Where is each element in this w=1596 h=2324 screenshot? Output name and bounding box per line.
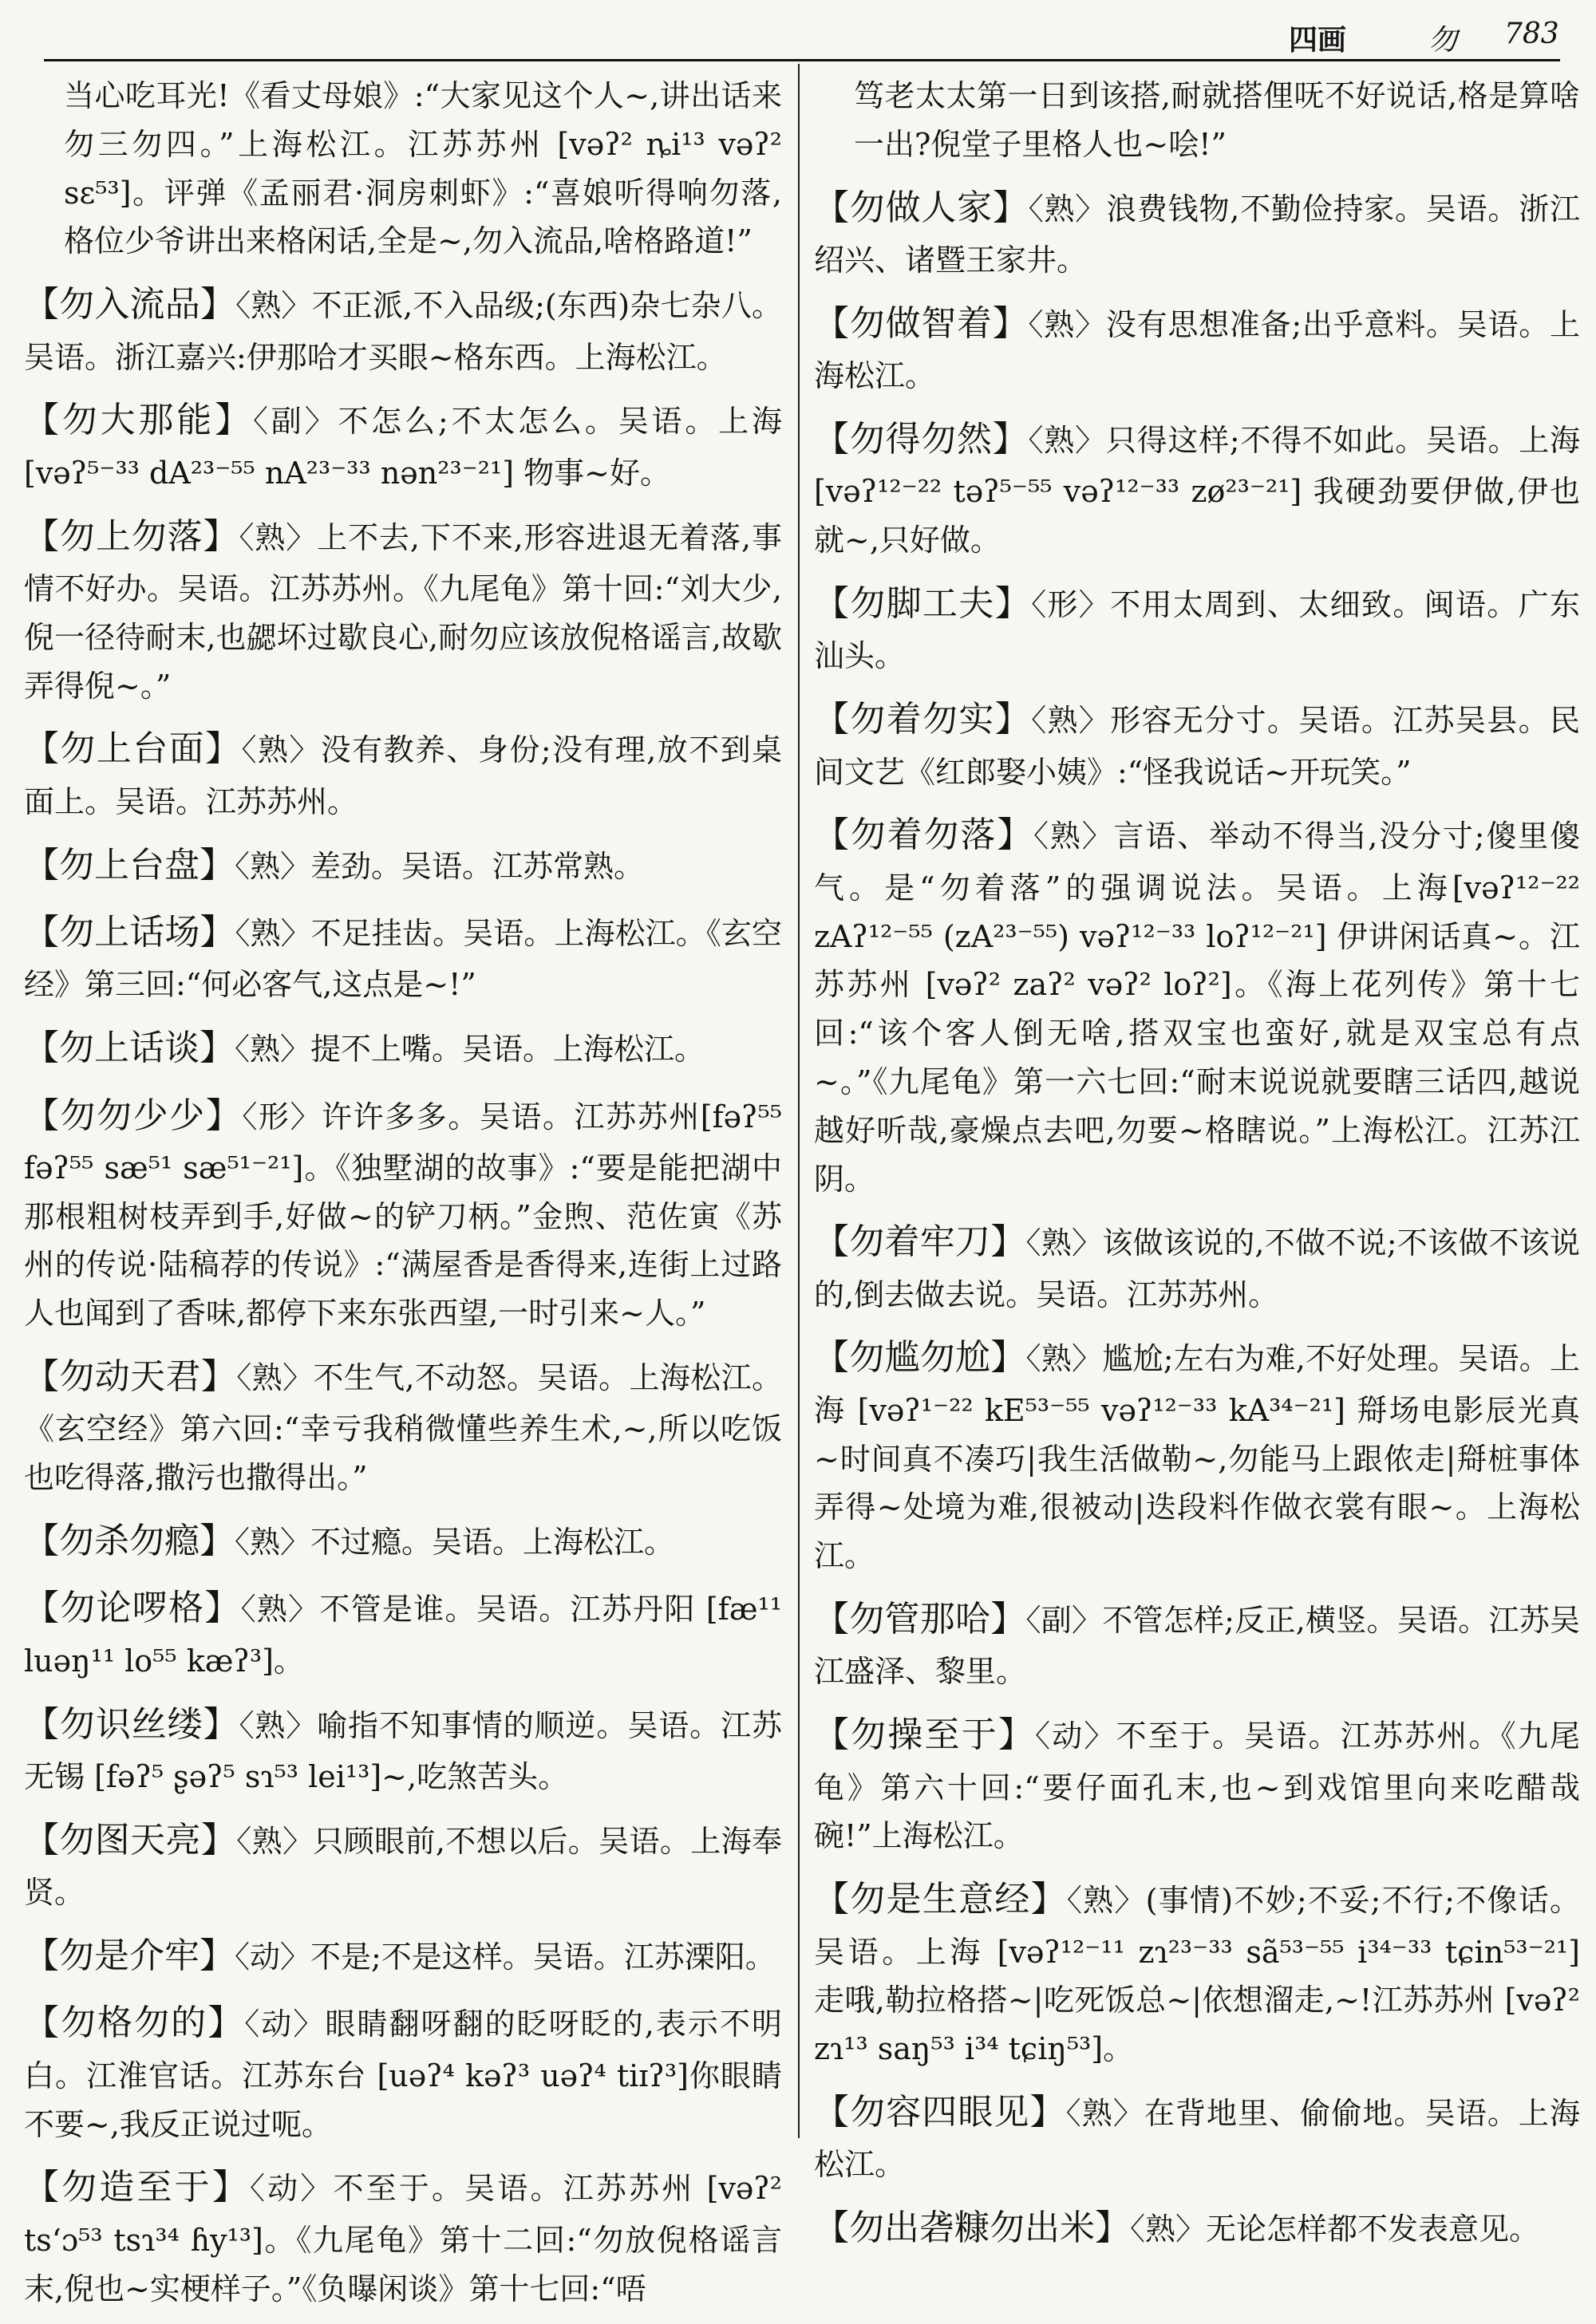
entry-headword: 【勿操至于】 [814,1714,1036,1756]
section-label: 四画 [1289,23,1347,57]
entry [24,838,782,894]
entry-headword: 【勿图天亮】 [24,1819,237,1860]
entry-headword: 【勿上台盘】 [24,844,235,886]
header-rule [44,59,1560,61]
entry-definition: 〈熟〉不管是谁。吴语。江苏丹阳 [fæ¹¹ luəŋ¹¹ lo⁵⁵ kæʔ³]。 [24,1592,782,1679]
entry-definition: 〈形〉许许多多。吴语。江苏苏州[fəʔ⁵⁵ fəʔ⁵⁵ sæ⁵¹ sæ⁵¹⁻²¹]。《独墅湖的故事》:“要是能把湖中那根粗树枝弄到手,好做~的铲刀柄。”金煦、范佐寅《苏州的传说·陆稿荐的传说》:“满屋香是香得来,连街上过路人也闻到了香味,都停下来东张西望,一时引来~人。” [24,1099,782,1332]
entry-headword: 【勿着牢刀】 [814,1221,1026,1263]
entry-definition: 〈副〉不管怎样;反正,横竖。吴语。江苏吴江盛泽、黎里。 [814,1603,1580,1690]
entry-definition: 〈动〉不至于。吴语。江苏苏州 [vəʔ² tsʻɔ⁵³ tsɿ³⁴ ɦy¹³]。《九尾龟》第十二回:“勿放倪格谣言末,倪也~实梗样子。”《负曝闲谈》第十七回:“唔 [24,2171,783,2306]
entry-headword: 【勿做人家】 [814,187,1029,228]
entry [24,1580,782,1685]
entry-headword: 【勿着勿落】 [814,815,1034,856]
entry [24,905,782,1009]
right-continuation: 笃老太太第一日到该搭,耐就搭俚呒不好说话,格是算啥一出?倪堂子里格人也~哙!” [854,78,1580,162]
entry-definition: 〈熟〉不足挂齿。吴语。上海松江。《玄空经》第三回:“何必客气,这点是~!” [24,915,782,1003]
entry-headword: 【勿格勿的】 [24,2002,245,2044]
entry-headword: 【勿识丝缕】 [24,1703,239,1745]
entry-definition: 〈动〉眼睛翻呀翻的眨呀眨的,表示不明白。江淮官话。江苏东台 [uəʔ⁴ kəʔ³ uəʔ⁴ tiɪʔ³]你眼睛不要~,我反正说过呃。 [24,2006,783,2142]
column-divider [798,64,800,2138]
entry-definition: 〈熟〉喻指不知事情的顺逆。吴语。江苏无锡 [fəʔ⁵ ʂəʔ⁵ sɿ⁵³ lei¹³]~,吃煞苦头。 [24,1707,782,1795]
entry [24,509,782,711]
entry-definition: 〈熟〉不过瘾。吴语。上海松江。 [235,1525,675,1561]
entry-headword: 【勿尴勿尬】 [814,1337,1026,1379]
entry [814,1872,1580,2073]
entry [814,2200,1580,2256]
entry [24,1928,782,1984]
entry-definition: 〈熟〉没有思想准备;出乎意料。吴语。上海松江。 [814,306,1580,394]
entry-headword: 【勿上台面】 [24,728,242,770]
entry-headword: 【勿容四眼见】 [814,2092,1066,2133]
entry [814,692,1580,796]
entry-definition: 〈熟〉形容无分寸。吴语。江苏吴县。民间文艺《红郎娶小姨》:“怪我说话~开玩笑。” [814,703,1580,790]
entry-definition: 〈熟〉上不去,下不来,形容进退无着落,事情不好办。吴语。江苏苏州。《九尾龟》第十回:“刘大少,倪一径待耐末,也勰坏过歇良心,耐勿应该放倪格谣言,故歇弄得倪~。” [24,519,782,704]
entry-headword: 【勿着勿实】 [814,699,1032,740]
entry-headword: 【勿动天君】 [24,1356,237,1398]
entry-headword: 【勿做智着】 [814,302,1029,344]
entry [814,2085,1580,2189]
entry-headword: 【勿勿少少】 [24,1095,243,1136]
entry-headword: 【勿脚工夫】 [814,582,1032,624]
right-column [814,72,1580,2268]
entry-headword: 【勿出砻糠勿出米】 [814,2208,1130,2249]
left-continuation: 当心吃耳光!《看丈母娘》:“大家见这个人~,讲出话来勿三勿四。”上海松江。江苏苏州 [vəʔ² ȵi¹³ vəʔ² sɛ⁵³]。评弹《孟丽君·洞房刺虾》:“喜娘听得响勿落,格位少爷讲出来格闲话,全是~,勿入流品,啥格路道!” [64,78,782,259]
entry-definition: 〈动〉不至于。吴语。江苏苏州。《九尾龟》第六十回:“要仔面孔末,也~到戏馆里向来吃醋哉碗!”上海松江。 [814,1718,1580,1854]
entry-definition: 〈熟〉无论怎样都不发表意见。 [1130,2212,1540,2247]
entry-definition: 〈熟〉没有教养、身份;没有理,放不到桌面上。吴语。江苏苏州。 [24,732,782,819]
entry [24,1813,782,1917]
entry [24,1995,782,2148]
entry-headword: 【勿论啰格】 [24,1588,241,1629]
left-column [24,72,782,2324]
entry-definition: 〈形〉不用太周到、太细致。闽语。广东汕头。 [814,586,1580,674]
entry [814,412,1580,565]
entry-headword: 【勿上话谈】 [24,1028,235,1069]
entry-definition: 〈动〉不是;不是这样。吴语。江苏溧阳。 [235,1939,776,1975]
entry [24,1513,782,1569]
entry [814,1214,1580,1319]
entry-headword: 【勿杀勿瘾】 [24,1521,235,1562]
entry [24,277,782,381]
entry-headword: 【勿上话场】 [24,911,235,953]
entry-definition: 〈熟〉(事情)不妙;不妥;不行;不像话。吴语。上海 [vəʔ¹²⁻¹¹ zɿ²³⁻³³ sã⁵³⁻⁵⁵ i³⁴⁻³³ tɕin⁵³⁻²¹] 走哦,勒拉格搭~|吃死饭总~|依想溜走,~!江苏苏州 [vəʔ² zɿ¹³ saŋ⁵³ i³⁴ tɕiŋ⁵³]。 [814,1883,1581,2067]
entry [24,393,782,497]
entry-definition: 〈熟〉该做该说的,不做不说;不该做不该说的,倒去做去说。吴语。江苏苏州。 [814,1225,1580,1312]
entry-definition: 〈熟〉言语、举动不得当,没分寸;傻里傻气。是“勿着落”的强调说法。吴语。上海[vəʔ¹²⁻²² zAʔ¹²⁻⁵⁵ (zA²³⁻⁵⁵) vəʔ¹²⁻³³ loʔ¹²⁻²¹] 伊讲闲话真~。江苏苏州 [vəʔ² zaʔ² vəʔ² loʔ²]。《海上花列传》第十七回:“该个客人倒无啥,搭双宝也蛮好,就是双宝总有点~。”《九尾龟》第一六七回:“耐末说说就要瞎三话四,越说越好听哉,豪燥点去吧,勿要~格瞎说。”上海松江。江苏江阴。 [814,819,1580,1197]
entry-headword: 【勿是介牢】 [24,1935,235,1977]
entry [814,180,1580,285]
entry [814,296,1580,400]
entry-headword: 【勿造至于】 [24,2167,251,2208]
entry [24,1349,782,1502]
entry-headword: 【勿是生意经】 [814,1879,1067,1920]
entry-headword: 【勿管那哈】 [814,1599,1026,1640]
entry-definition: 〈熟〉不生气,不动怒。吴语。上海松江。《玄空经》第六回:“幸亏我稍微懂些养生术,~,所以吃饭也吃得落,撒污也撒得出。” [24,1360,782,1496]
entry-headword: 【勿入流品】 [24,284,236,326]
entry [814,1592,1580,1696]
page-number: 783 [1504,18,1559,50]
entry-definition: 〈熟〉提不上嘴。吴语。上海松江。 [235,1032,705,1067]
entry [24,1697,782,1801]
entry-definition: 〈副〉不怎么;不太怎么。吴语。上海 [vəʔ⁵⁻³³ dA²³⁻⁵⁵ nA²³⁻³³ nən²³⁻²¹] 物事~好。 [24,404,783,491]
entry-definition: 〈熟〉不正派,不入品级;(东西)杂七杂八。吴语。浙江嘉兴:伊那哈才买眼~格东西。上海松江。 [24,288,782,375]
section-glyph: 勿 [1428,24,1458,57]
entry-definition: 〈熟〉在背地里、偷偷地。吴语。上海松江。 [814,2096,1580,2183]
entry [814,1330,1580,1580]
entry-headword: 【勿上勿落】 [24,515,239,557]
entry-headword: 【勿得勿然】 [814,418,1029,460]
entry-definition: 〈熟〉差劲。吴语。江苏常熟。 [235,848,645,884]
entry-definition: 〈熟〉只得这样;不得不如此。吴语。上海 [vəʔ¹²⁻²² təʔ⁵⁻⁵⁵ vəʔ¹²⁻³³ zø²³⁻²¹] 我硬劲要伊做,伊也就~,只好做。 [814,422,1580,558]
entry-definition: 〈熟〉浪费钱物,不勤俭持家。吴语。浙江绍兴、诸暨王家井。 [814,191,1580,278]
entry [814,1707,1580,1860]
entry [814,576,1580,681]
entry [814,807,1580,1203]
entry [24,1088,782,1339]
entry-definition: 〈熟〉尴尬;左右为难,不好处理。吴语。上海 [vəʔ¹⁻²² kE⁵³⁻⁵⁵ vəʔ¹²⁻³³ kA³⁴⁻²¹] 搿场电影辰光真~时间真不凑巧|我生活做勒~,勿能马上跟侬走|搿桩事体弄得~处境为难,很被动|迭段料作做衣裳有眼~。上海松江。 [814,1341,1580,1574]
entry [24,2160,782,2313]
entry [24,1020,782,1076]
page-header [0,0,1596,57]
entry-definition: 〈熟〉只顾眼前,不想以后。吴语。上海奉贤。 [24,1823,782,1911]
entry-headword: 【勿大那能】 [24,400,253,441]
entry [24,721,782,826]
